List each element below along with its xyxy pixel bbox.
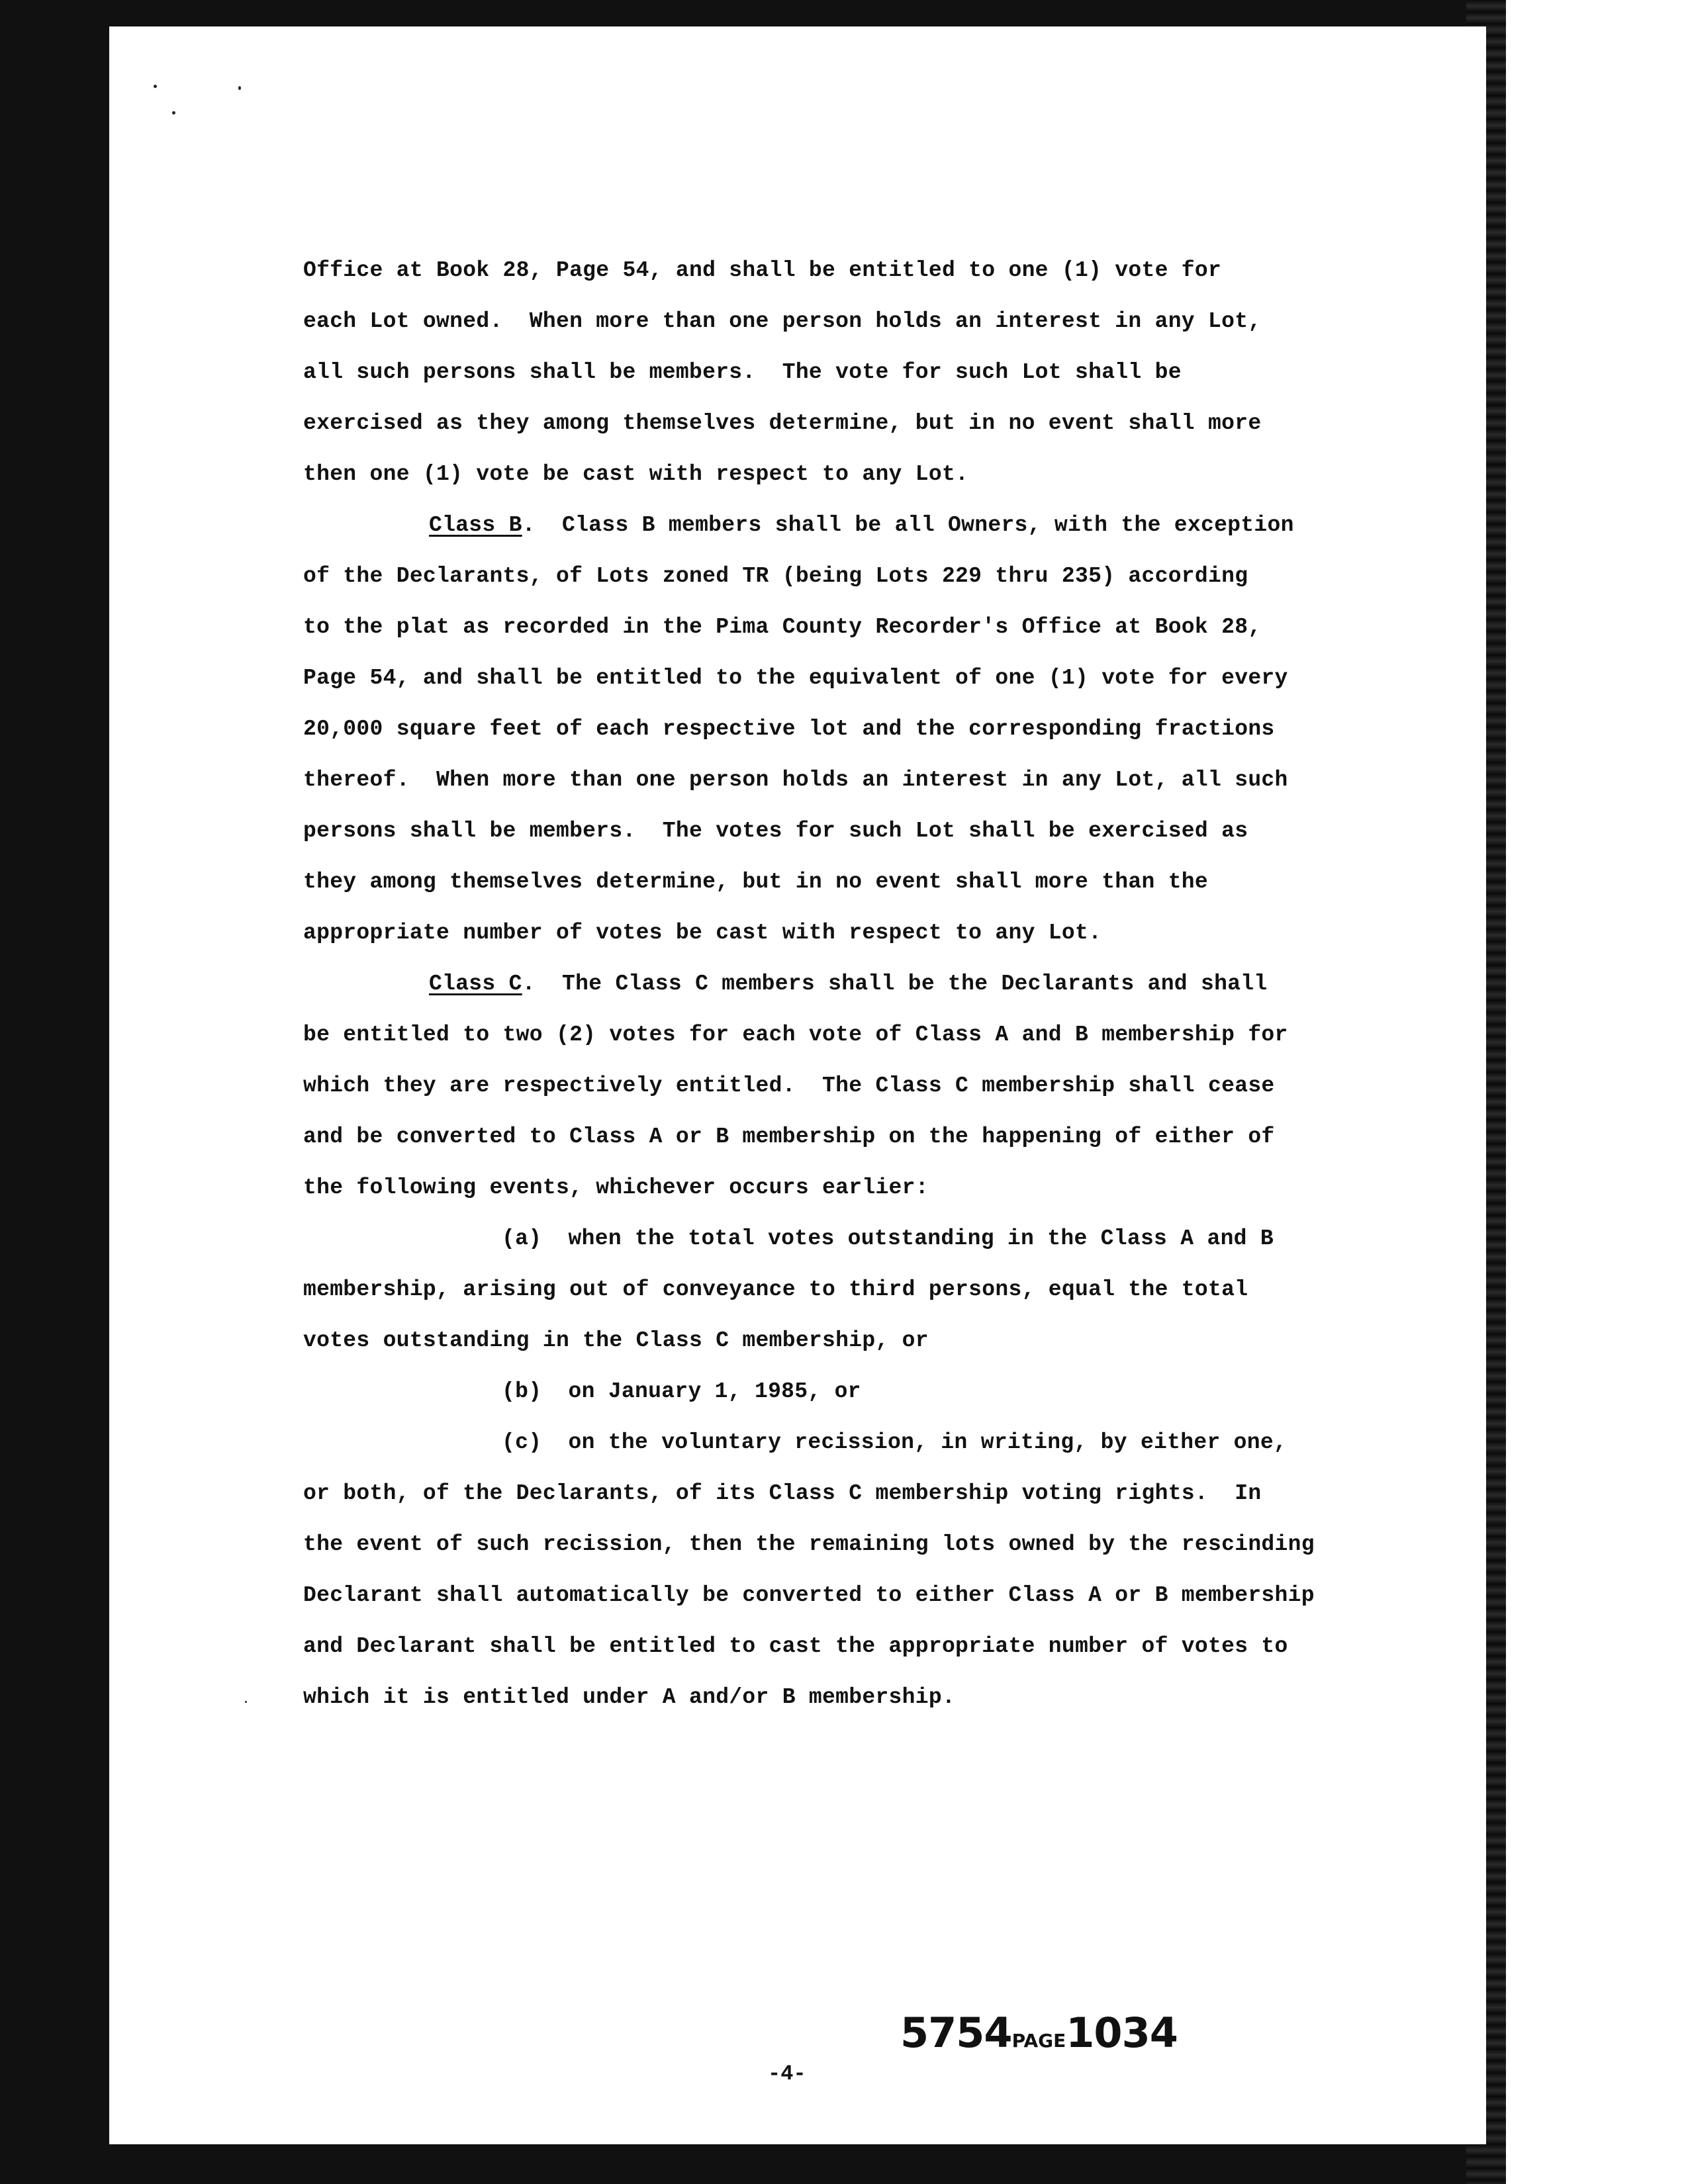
scan-speck bbox=[238, 86, 241, 90]
scan-speck bbox=[154, 85, 157, 88]
page-number: -4- bbox=[768, 2062, 806, 2086]
text-line: votes outstanding in the Class C membership, or bbox=[303, 1328, 929, 1353]
text-line: (c) on the voluntary recission, in writing, by either one, bbox=[502, 1430, 1288, 1455]
list-item-c bbox=[303, 1417, 1336, 1723]
text-line: the event of such recission, then the remaining lots owned by the rescinding bbox=[303, 1532, 1315, 1557]
text-line: Page 54, and shall be entitled to the equivalent of one (1) vote for every bbox=[303, 666, 1288, 690]
book-page-stamp bbox=[900, 2009, 1178, 2057]
text-line: to the plat as recorded in the Pima County Recorder's Office at Book 28, bbox=[303, 615, 1262, 639]
paragraph-class-a-continuation bbox=[303, 245, 1336, 500]
right-margin bbox=[1486, 0, 1688, 2184]
paragraph-class-c bbox=[303, 958, 1336, 1213]
paragraph-class-b bbox=[303, 500, 1336, 958]
scan-speck bbox=[172, 111, 175, 114]
text-line: membership, arising out of conveyance to third persons, equal the total bbox=[303, 1277, 1248, 1302]
text-line: they among themselves determine, but in no event shall more than the bbox=[303, 870, 1209, 894]
text-line: 20,000 square feet of each respective lot and the corresponding fractions bbox=[303, 717, 1275, 741]
text-line: and be converted to Class A or B membership on the happening of either of bbox=[303, 1124, 1275, 1149]
text-line: Office at Book 28, Page 54, and shall be entitled to one (1) vote for bbox=[303, 258, 1222, 283]
text-line: (a) when the total votes outstanding in the Class A and B bbox=[502, 1226, 1274, 1251]
text-line: or both, of the Declarants, of its Class C membership voting rights. In bbox=[303, 1481, 1262, 1506]
text-line: which it is entitled under A and/or B membership. bbox=[303, 1685, 956, 1709]
text-line: thereof. When more than one person holds an interest in any Lot, all such bbox=[303, 768, 1288, 792]
text-line: appropriate number of votes be cast with respect to any Lot. bbox=[303, 921, 1102, 945]
text-line: of the Declarants, of Lots zoned TR (being Lots 229 thru 235) according bbox=[303, 564, 1248, 588]
text-line: (b) on January 1, 1985, or bbox=[502, 1379, 861, 1404]
stamp-page-number: 1034 bbox=[1066, 2009, 1178, 2057]
scan-speck bbox=[245, 1701, 247, 1703]
text-line: Declarant shall automatically be converted to either Class A or B membership bbox=[303, 1583, 1315, 1608]
text-line: persons shall be members. The votes for such Lot shall be exercised as bbox=[303, 819, 1248, 843]
document-body bbox=[303, 245, 1336, 1723]
list-item-a bbox=[303, 1213, 1336, 1366]
text-line bbox=[303, 958, 1336, 1009]
class-b-first-line: . Class B members shall be all Owners, with the exception bbox=[522, 513, 1294, 537]
page-label: PAGE bbox=[1011, 2030, 1066, 2052]
text-line: exercised as they among themselves determine, but in no event shall more bbox=[303, 411, 1262, 435]
class-c-first-line: . The Class C members shall be the Declarants and shall bbox=[522, 972, 1268, 996]
text-line: all such persons shall be members. The vote for such Lot shall be bbox=[303, 360, 1182, 385]
class-b-heading: Class B bbox=[429, 513, 522, 537]
text-line: which they are respectively entitled. The Class C membership shall cease bbox=[303, 1073, 1275, 1098]
text-line: be entitled to two (2) votes for each vote of Class A and B membership for bbox=[303, 1023, 1288, 1047]
text-line: and Declarant shall be entitled to cast the appropriate number of votes to bbox=[303, 1634, 1288, 1659]
text-line: the following events, whichever occurs earlier: bbox=[303, 1175, 929, 1200]
text-line bbox=[303, 500, 1336, 551]
text-line: each Lot owned. When more than one person holds an interest in any Lot, bbox=[303, 309, 1262, 334]
list-item-b bbox=[303, 1366, 1336, 1417]
class-c-heading: Class C bbox=[429, 972, 522, 996]
text-line: then one (1) vote be cast with respect to any Lot. bbox=[303, 462, 969, 486]
book-number: 5754 bbox=[900, 2009, 1012, 2057]
